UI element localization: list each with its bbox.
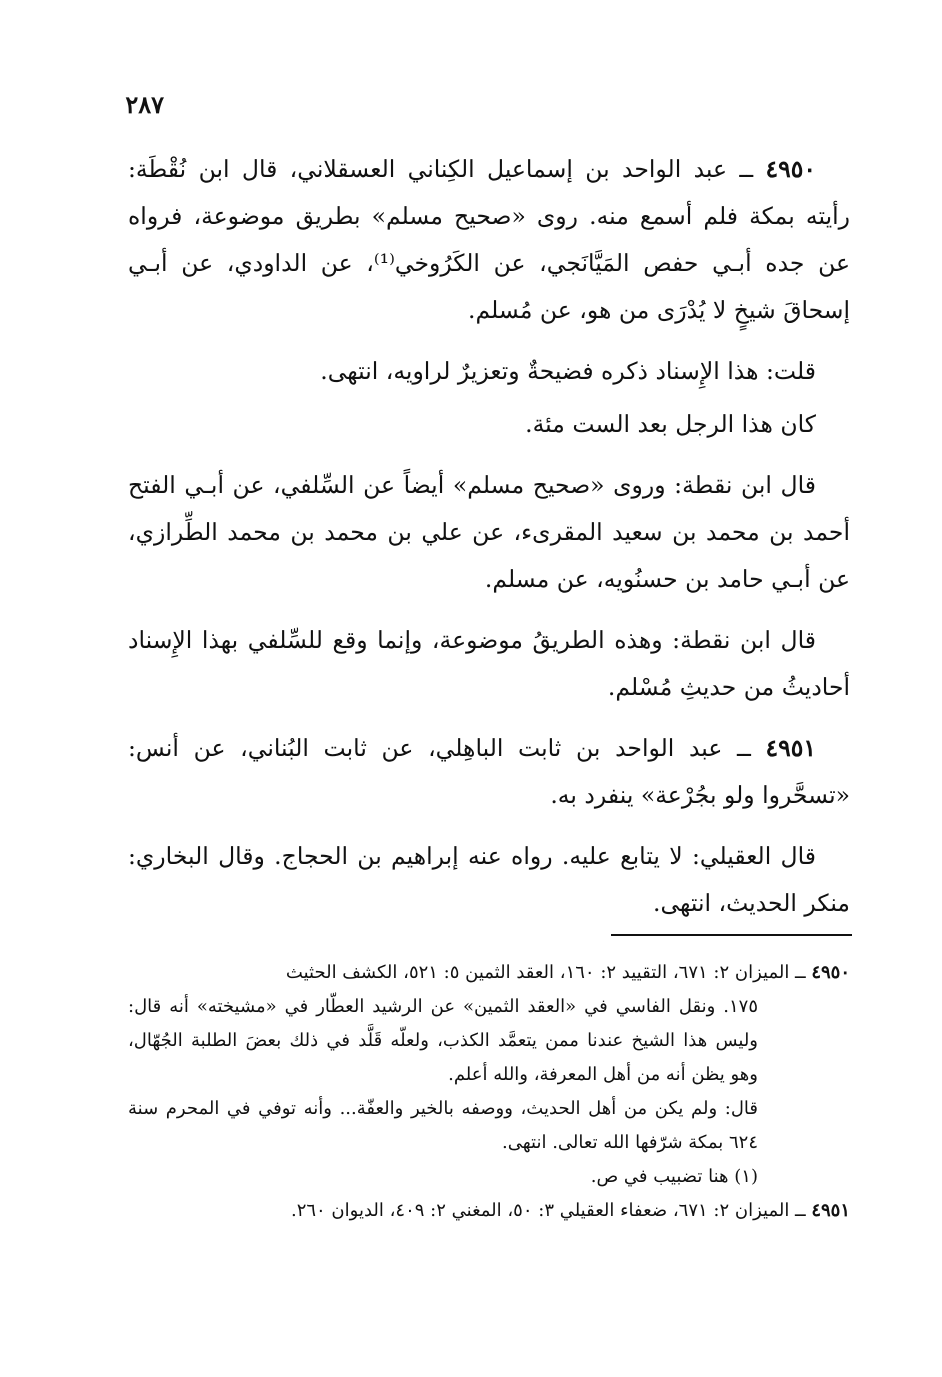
footnote-text: ــ الميزان ٢: ٦٧١، ضعفاء العقيلي ٣: ٥٠، المغني ٢: ٤٠٩، الديوان ٢٦٠.	[290, 1200, 812, 1221]
entry-number: ٤٩٥٠	[765, 155, 816, 183]
page-number: ٢٨٧	[125, 90, 164, 119]
entry-number: ٤٩٥١	[765, 734, 816, 762]
footnote-divider	[611, 934, 852, 936]
entry-text: ــ عبد الواحد بن ثابت الباهِلي، عن ثابت البُناني، عن أنس: «تسحَّروا ولو بجُرْعة» ينفرد به.	[128, 734, 850, 809]
footnotes	[128, 956, 850, 1228]
footnote-text: قال: ولم يكن من أهل الحديث، ووصفه بالخير والعفّة... وأنه توفي في المحرم سنة ٦٢٤ بمكة شرّفها الله تعالى. انتهى.	[128, 1098, 758, 1153]
entry-4950	[128, 146, 850, 334]
footnote-text: ــ الميزان ٢: ٦٧١، التقييد ٢: ١٦٠، العقد الثمين ٥: ٥٢١، الكشف الحثيث	[285, 962, 812, 983]
footnote-4950	[128, 956, 850, 990]
entry-4951	[128, 725, 850, 819]
paragraph: قال ابن نقطة: وهذه الطريقُ موضوعة، وإنما وقع للسِّلفي بهذا الإِسناد أحاديثُ من حديثِ مُسْلم.	[128, 626, 850, 701]
entry-text: ــ عبد الواحد بن إسماعيل الكِناني العسقلاني، قال ابن نُقْطَة: رأيته بمكة فلم أسمع منه. روى «صحيح مسلم» بطريق موضوعة، فرواه عن جده أبـي حفص المَيَّانَجي، عن الكَرُوخي⁽¹⁾، عن الداودي، عن أبـي إسحاقَ شيخٍ لا يُدْرَى من هو، عن مُسلم.	[128, 155, 851, 324]
paragraph: قال ابن نقطة: وروى «صحيح مسلم» أيضاً عن السِّلفي، عن أبـي الفتح أحمد بن محمد بن سعيد المقرىء، عن علي بن محمد بن محمد الطِّرازي، عن أبـي حامد بن حسنُويه، عن مسلم.	[128, 471, 850, 593]
paragraph: قال العقيلي: لا يتابع عليه. رواه عنه إبراهيم بن الحجاج. وقال البخاري: منكر الحديث، انتهى.	[128, 842, 850, 917]
paragraph: قلت: هذا الإِسناد ذكره فضيحةٌ وتعزيرٌ لراويه، انتهى.	[320, 357, 816, 385]
footnote-note-1: (١) هنا تضبيب في ص.	[590, 1166, 758, 1187]
footnote-number: ٤٩٥٠	[811, 962, 850, 983]
paragraph: كان هذا الرجل بعد الست مئة.	[525, 410, 816, 438]
main-text	[128, 146, 850, 941]
footnote-number: ٤٩٥١	[811, 1200, 850, 1221]
footnote-4951	[128, 1194, 850, 1228]
footnote-text: ١٧٥. ونقل الفاسي في «العقد الثمين» عن الرشيد العطّار في «مشيخته» أنه قال: وليس هذا الشيخ عندنا ممن يتعمَّد الكذب، ولعلّه قَلَّد في ذلك بعضَ الطلبة الجُهّال، وهو يظن أنه من أهل المعرفة، والله أعلم.	[128, 996, 758, 1085]
